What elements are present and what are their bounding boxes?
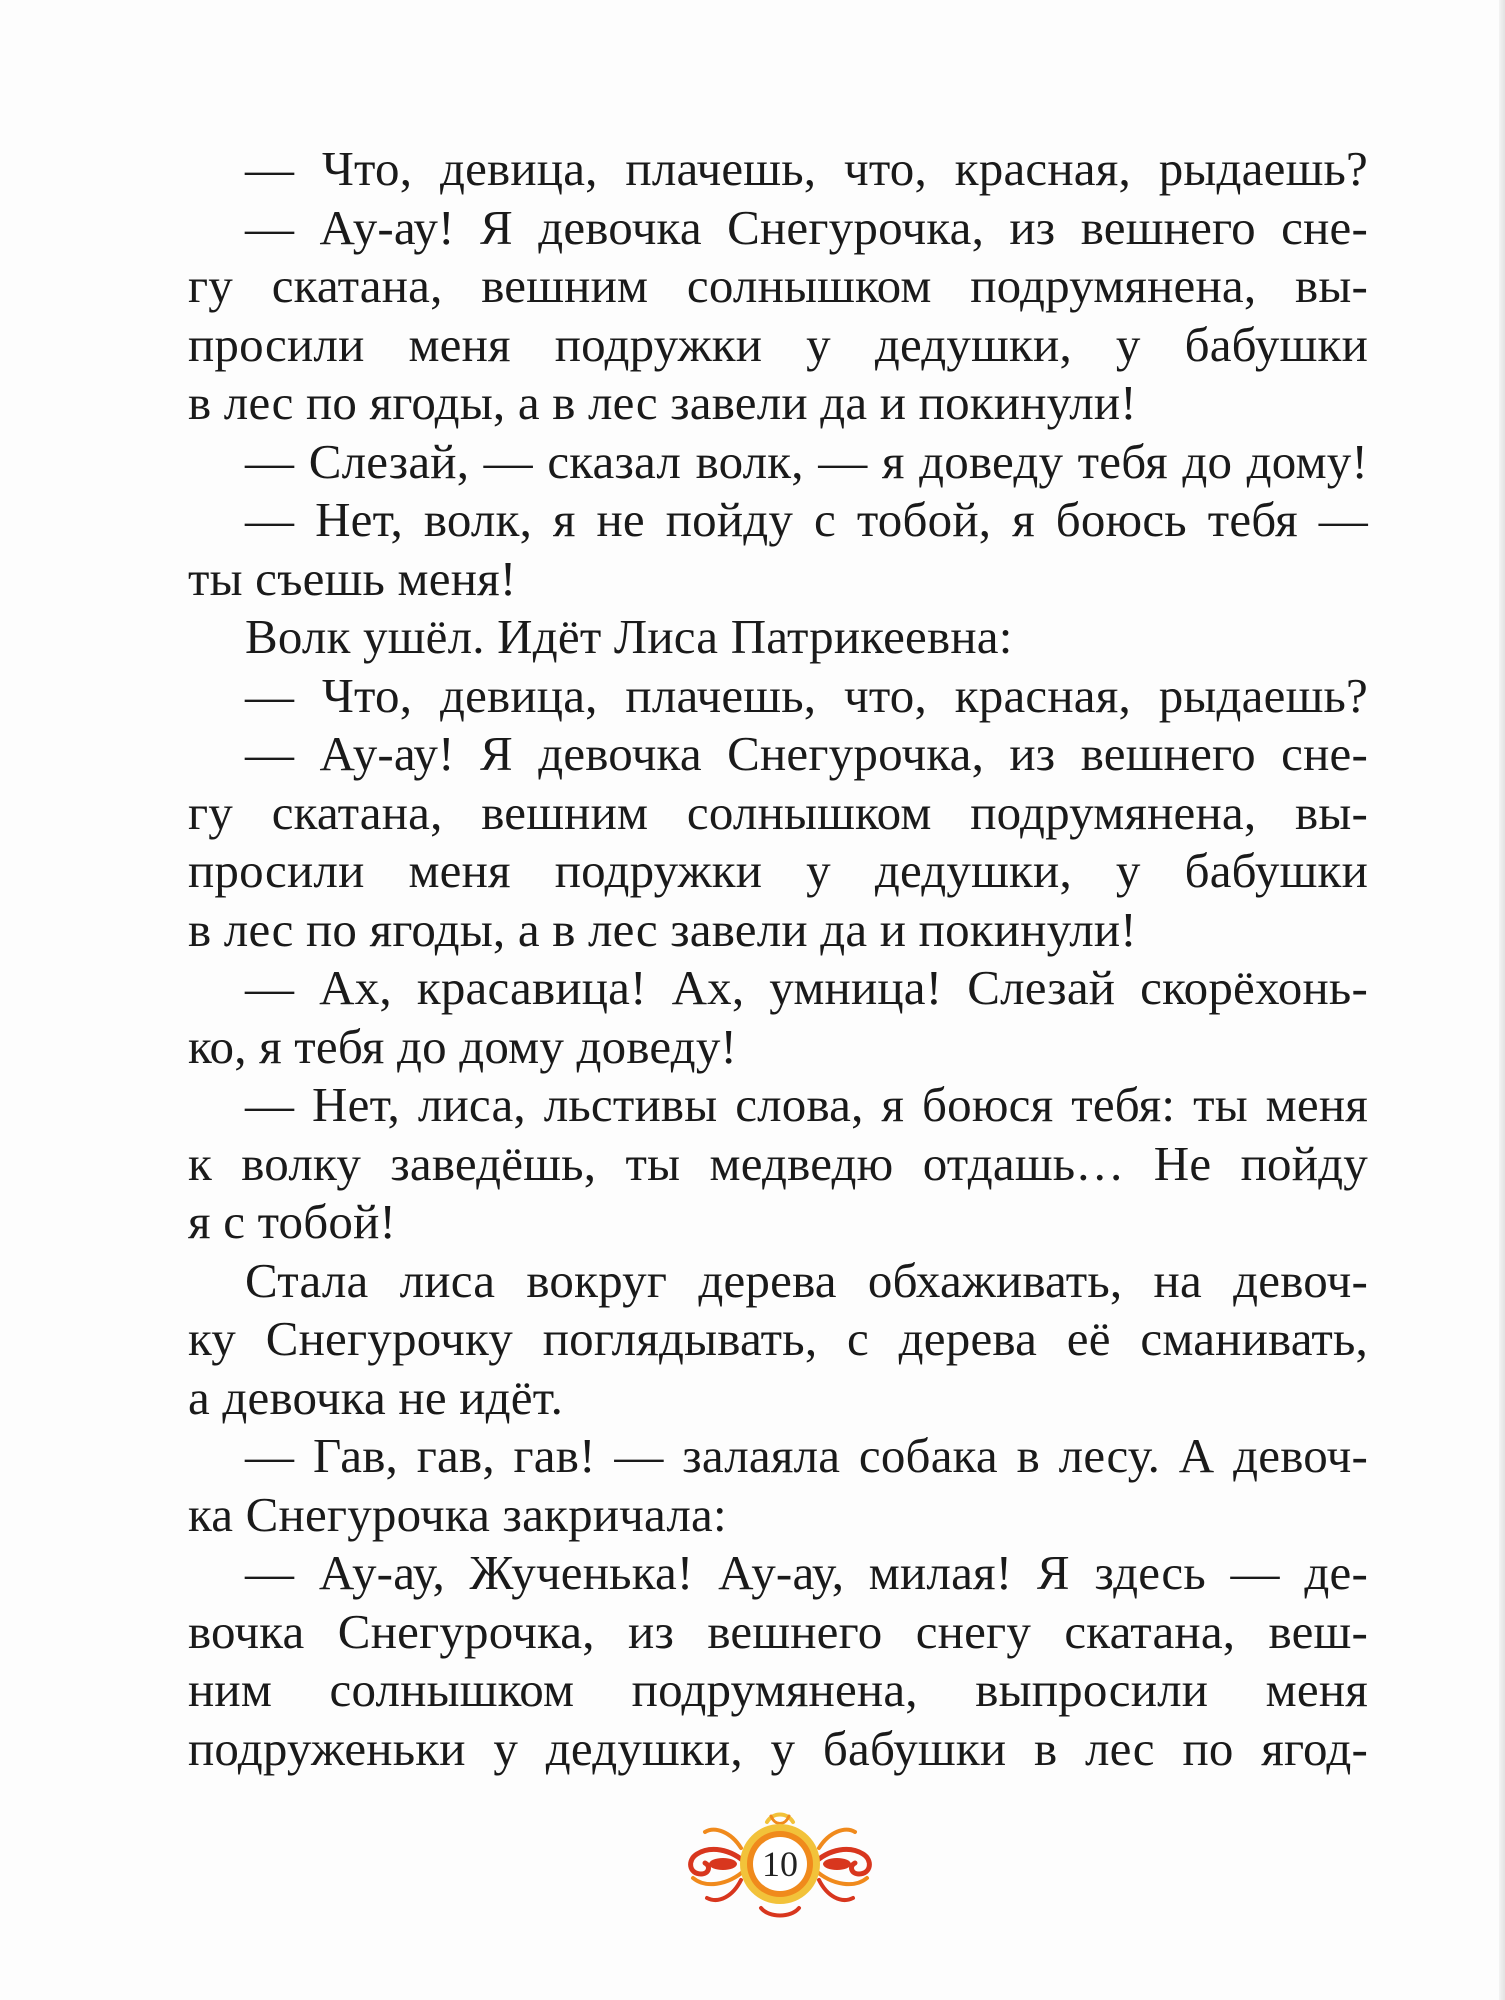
- text-line: — Нет, лиса, льстивы слова, я боюся тебя: ты меня: [245, 1077, 1368, 1132]
- text-line: ним солнышком подрумянена, выпросили меня: [188, 1662, 1368, 1717]
- text-line: подруженьки у дедушки, у бабушки в лес по ягод-: [188, 1720, 1368, 1776]
- text-line: — Слезай, — сказал волк, — я доведу тебя до дому!: [245, 433, 1368, 489]
- text-line: ка Снегурочка закричала:: [188, 1486, 727, 1542]
- text-line: к волку заведёшь, ты медведю отдашь… Не пойду: [188, 1135, 1368, 1191]
- text-line: ты съешь меня!: [188, 550, 517, 606]
- text-line: а девочка не идёт.: [188, 1369, 564, 1425]
- text-line: Волк ушёл. Идёт Лиса Патрикеевна:: [245, 609, 1013, 664]
- text-line: — Гав, гав, гав! — залаяла собака в лесу. А девоч-: [245, 1428, 1368, 1483]
- text-line: в лес по ягоды, а в лес завели да и покинули!: [188, 901, 1137, 957]
- story-text: [188, 140, 1368, 1778]
- text-line: вочка Снегурочка, из вешнего снегу скатана, веш-: [188, 1603, 1368, 1659]
- text-line: — Ау-ау! Я девочка Снегурочка, из вешнего сне-: [245, 726, 1368, 781]
- text-line: — Что, девица, плачешь, что, красная, рыдаешь?: [245, 667, 1368, 723]
- text-line: просили меня подружки у дедушки, у бабушки: [188, 843, 1368, 898]
- text-line: ко, я тебя до дому доведу!: [188, 1018, 738, 1074]
- text-line: гу скатана, вешним солнышком подрумянена, вы-: [188, 784, 1368, 840]
- text-line: — Ау-ау, Жученька! Ау-ау, милая! Я здесь — де-: [245, 1545, 1368, 1600]
- page-edge: [1499, 0, 1505, 2000]
- text-line: я с тобой!: [188, 1194, 397, 1249]
- text-line: — Ау-ау! Я девочка Снегурочка, из вешнего сне-: [245, 199, 1368, 255]
- text-line: — Нет, волк, я не пойду с тобой, я боюсь тебя —: [245, 492, 1368, 547]
- text-line: просили меня подружки у дедушки, у бабушки: [188, 316, 1368, 372]
- text-line: — Ах, красавица! Ах, умница! Слезай скорёхонь-: [245, 960, 1368, 1015]
- text-line: Стала лиса вокруг дерева обхаживать, на девоч-: [245, 1252, 1368, 1308]
- page-number: 10: [762, 1844, 798, 1884]
- text-line: — Что, девица, плачешь, что, красная, рыдаешь?: [245, 141, 1368, 196]
- text-line: ку Снегурочку поглядывать, с дерева её сманивать,: [188, 1311, 1368, 1366]
- text-line: в лес по ягоды, а в лес завели да и покинули!: [188, 375, 1137, 430]
- text-line: гу скатана, вешним солнышком подрумянена, вы-: [188, 258, 1368, 313]
- page-number-ornament: [675, 1808, 885, 1920]
